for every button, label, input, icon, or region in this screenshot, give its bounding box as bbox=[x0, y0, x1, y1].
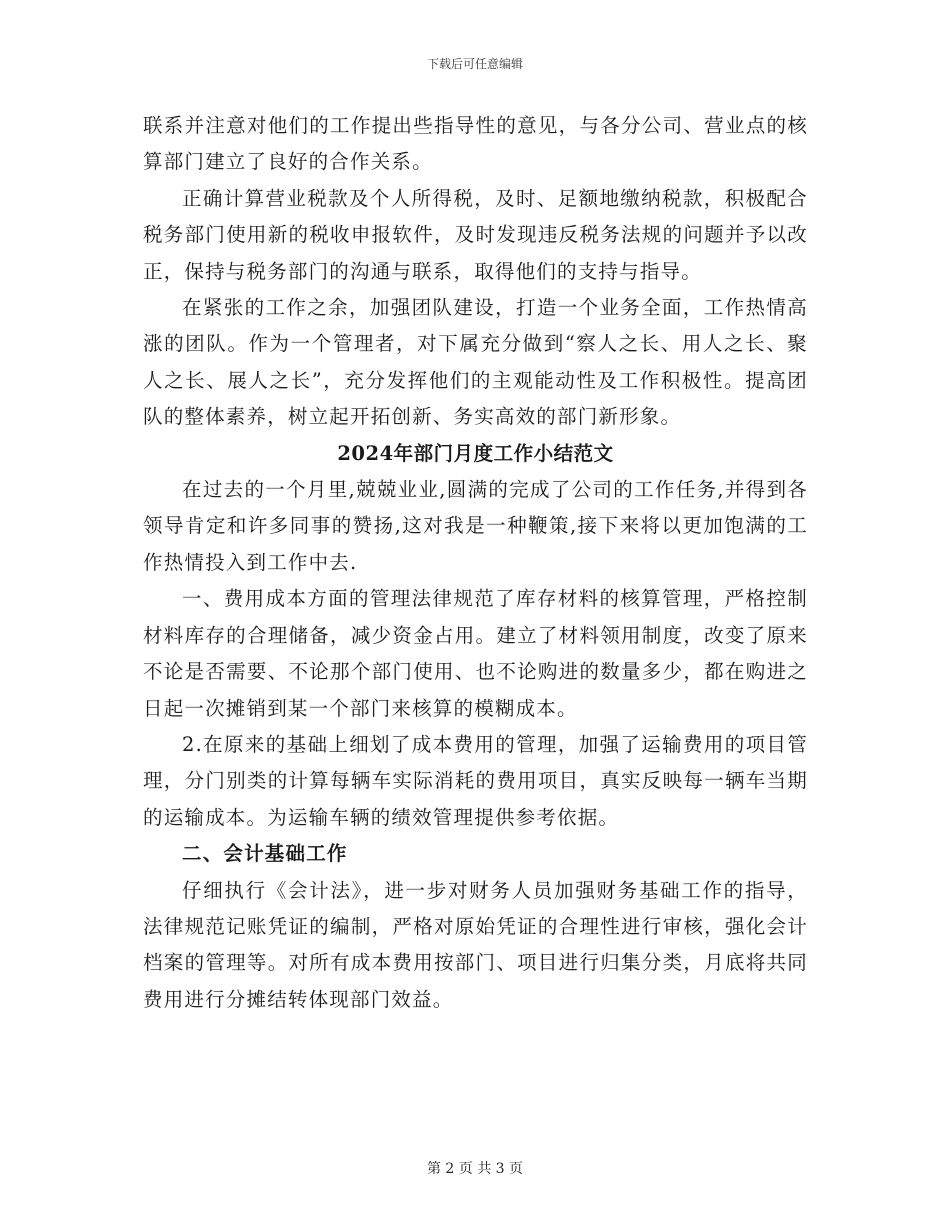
section-heading-accounting: 二、会计基础工作 bbox=[182, 842, 348, 866]
page-number: 第 2 页 共 3 页 bbox=[426, 1161, 524, 1177]
paragraph-accounting-basics: 仔细执行《会计法》，进一步对财务人员加强财务基础工作的指导，法律规范记账凭证的编制，严格对原始凭证的合理性进行审核，强化会计档案的管理等。对所有成本费用按部门、项目进行归集分类，月底将共同费用进行分摊结转体现部门效益。 bbox=[143, 878, 808, 1011]
paragraph-intro: 在过去的一个月里,兢兢业业,圆满的完成了公司的工作任务,并得到各领导肯定和许多同事的赞扬,这对我是一种鞭策,接下来将以更加饱满的工作热情投入到工作中去. bbox=[143, 478, 808, 574]
page-header-note: 下载后可任意编辑 bbox=[426, 57, 523, 71]
document-title: 2024年部门月度工作小结范文 bbox=[337, 441, 614, 465]
paragraph-team: 在紧张的工作之余，加强团队建设，打造一个业务全面，工作热情高涨的团队。作为一个管理者，对下属充分做到“察人之长、用人之长、聚人之长、展人之长”，充分发挥他们的主观能动性及工作积极性。提高团队的整体素养，树立起开拓创新、务实高效的部门新形象。 bbox=[143, 296, 808, 429]
paragraph-continuation: 联系并注意对他们的工作提出些指导性的意见，与各分公司、营业点的核算部门建立了良好的合作关系。 bbox=[143, 114, 808, 174]
paragraph-transport-cost: 2.在原来的基础上细划了成本费用的管理，加强了运输费用的项目管理，分门别类的计算每辆车实际消耗的费用项目，真实反映每一辆车当期的运输成本。为运输车辆的绩效管理提供参考依据。 bbox=[143, 732, 808, 829]
paragraph-tax: 正确计算营业税款及个人所得税，及时、足额地缴纳税款，积极配合税务部门使用新的税收申报软件，及时发现违反税务法规的问题并予以改正，保持与税务部门的沟通与联系，取得他们的支持与指导。 bbox=[143, 186, 808, 283]
document-body bbox=[143, 108, 808, 1018]
paragraph-cost-management: 一、费用成本方面的管理法律规范了库存材料的核算管理，严格控制材料库存的合理储备，减少资金占用。建立了材料领用制度，改变了原来不论是否需要、不论那个部门使用、也不论购进的数量多少，都在购进之日起一次摊销到某一个部门来核算的模糊成本。 bbox=[143, 587, 808, 720]
